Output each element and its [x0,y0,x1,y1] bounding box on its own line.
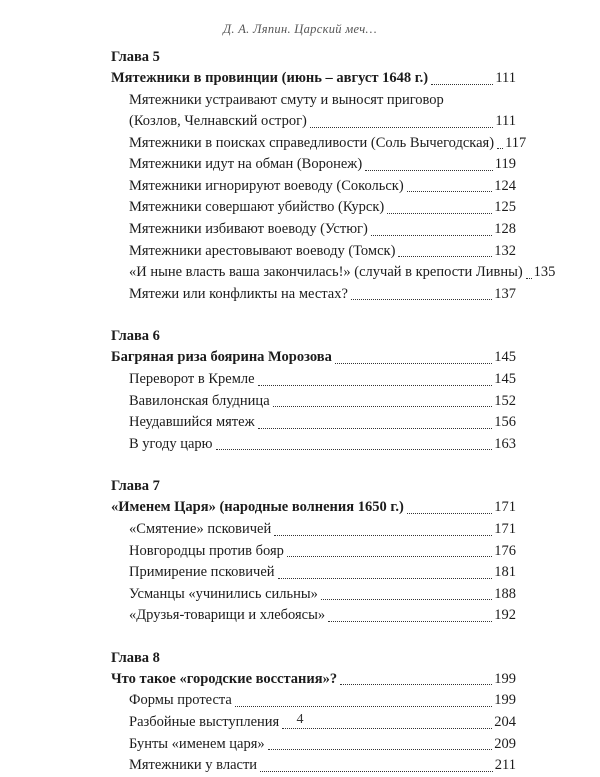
chapter-label: Глава 7 [111,478,160,495]
entry-title: Новгородцы против бояр [129,542,284,559]
entry-title: Усманцы «учинились сильны» [129,585,318,602]
dot-leader [351,299,492,300]
toc-entry[interactable] [111,154,516,176]
dot-leader [340,684,492,685]
dot-leader [497,148,503,149]
entry-page: 204 [494,714,516,731]
entry-page: 111 [495,113,516,130]
dot-leader [398,256,492,257]
entry-title: Формы протеста [129,692,232,709]
dot-leader [365,170,493,171]
dot-leader [335,363,492,364]
entry-page: 171 [494,520,516,537]
toc-entry[interactable] [111,241,516,263]
toc-entry[interactable] [111,262,556,284]
toc-entry[interactable] [111,755,516,777]
entry-page: 117 [505,134,527,151]
entry-page: 132 [494,242,516,259]
dot-leader [321,599,492,600]
dot-leader [371,235,492,236]
entry-title: Примирение псковичей [129,564,275,581]
entry-page: 145 [494,349,516,366]
entry-title-line1: Мятежники устраивают смуту и выносят приговор [129,91,444,108]
toc-entry[interactable] [111,690,516,712]
entry-title: «Смятение» псковичей [129,520,272,537]
entry-title: Неудавшийся мятеж [129,414,255,431]
entry-title: Вавилонская блудница [129,392,270,409]
dot-leader [328,621,492,622]
entry-title: (Козлов, Челнавский острог) [129,113,307,130]
entry-title: Переворот в Кремле [129,370,255,387]
toc-entry[interactable] [111,219,516,241]
dot-leader [258,428,493,429]
toc-entry[interactable] [111,541,516,563]
chapter-title-entry[interactable] [111,669,516,691]
chapter-title-entry[interactable] [111,497,516,519]
entry-page: 192 [494,607,516,624]
entry-title: Мятежники совершают убийство (Курск) [129,199,385,216]
dot-leader [431,84,493,85]
entry-page: 135 [533,264,556,281]
entry-title: Багряная риза боярина Морозова [111,349,332,366]
entry-title: «И ныне власть ваша закончилась!» (случай в крепости Ливны) [129,264,523,281]
entry-page: 199 [494,670,516,687]
table-of-contents [111,47,556,777]
entry-page: 152 [494,392,516,409]
entry-page: 199 [494,692,516,709]
entry-title: Разбойные выступления [129,714,280,731]
entry-page: 145 [494,370,516,387]
entry-title: Мятежники у власти [129,757,258,774]
dot-leader [387,213,492,214]
entry-page: 137 [494,285,516,302]
entry-page: 124 [494,177,516,194]
entry-title: Бунты «именем царя» [129,735,265,752]
chapter-title-entry[interactable] [111,347,516,369]
entry-page: 181 [494,564,516,581]
chapter-5 [111,47,556,305]
entry-page: 188 [494,585,516,602]
toc-entry[interactable] [111,369,516,391]
toc-entry[interactable] [111,197,516,219]
toc-entry[interactable] [111,584,516,606]
entry-page: 211 [494,757,516,774]
page-number: 4 [296,712,304,727]
entry-title: Мятежники идут на обман (Воронеж) [129,156,363,173]
entry-title: Мятежники в провинции (июнь – август 1648 г.) [111,70,429,86]
dot-leader [287,556,492,557]
chapter-label: Глава 8 [111,649,160,666]
entry-title: Мятежи или конфликты на местах? [129,285,348,302]
entry-page: 171 [494,499,516,516]
toc-entry[interactable] [111,284,516,306]
entry-title: «Именем Царя» (народные волнения 1650 г.) [111,499,404,516]
chapter-6 [111,326,516,455]
dot-leader [235,706,492,707]
entry-title: В угоду царю [129,435,213,452]
chapter-title-entry[interactable] [111,68,516,90]
dot-leader [407,513,492,514]
chapter-label: Глава 5 [111,49,160,65]
dot-leader [258,385,493,386]
toc-entry[interactable] [111,734,516,756]
toc-entry[interactable] [111,391,516,413]
entry-title: Мятежники игнорируют воеводу (Сокольск) [129,177,404,194]
dot-leader [216,449,493,450]
toc-entry[interactable] [111,562,516,584]
dot-leader [274,535,492,536]
entry-page: 119 [494,156,516,173]
dot-leader [407,191,493,192]
toc-entry[interactable] [111,133,527,155]
toc-entry[interactable] [111,90,516,133]
chapter-label: Глава 6 [111,328,160,345]
toc-entry[interactable] [111,605,516,627]
toc-entry[interactable] [111,412,516,434]
running-header: Д. А. Ляпин. Царский меч… [223,22,377,36]
dot-leader [268,749,493,750]
entry-title: «Друзья-товарищи и хлебоясы» [129,607,326,624]
entry-page: 209 [494,735,516,752]
toc-entry[interactable] [111,176,516,198]
entry-page: 176 [494,542,516,559]
chapter-7 [111,476,516,627]
entry-page: 128 [494,220,516,237]
entry-page: 111 [495,70,516,86]
dot-leader [273,406,493,407]
entry-title: Что такое «городские восстания»? [111,670,338,687]
entry-title: Мятежники избивают воеводу (Устюг) [129,220,368,237]
dot-leader [278,578,493,579]
entry-title: Мятежники в поисках справедливости (Соль Вычегодская) [129,134,495,151]
dot-leader [260,771,493,772]
entry-page: 125 [494,199,516,216]
dot-leader [310,127,493,128]
dot-leader [526,278,532,279]
toc-entry[interactable] [111,434,516,456]
entry-title: Мятежники арестовывают воеводу (Томск) [129,242,396,259]
entry-page: 156 [494,414,516,431]
toc-entry[interactable] [111,519,516,541]
entry-page: 163 [494,435,516,452]
